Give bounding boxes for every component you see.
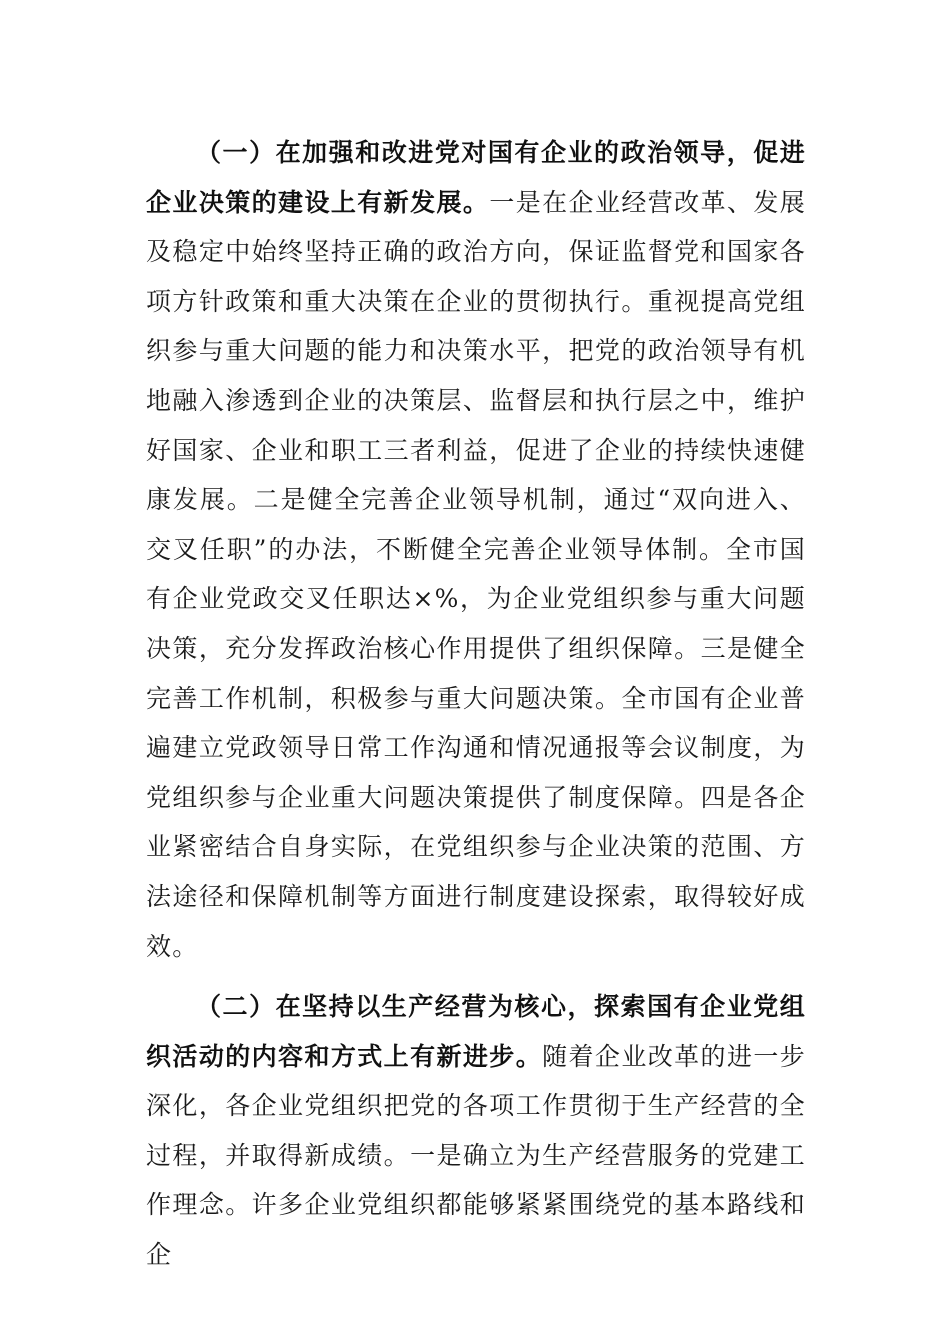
paragraph-1-text: 一是在企业经营改革、发展及稳定中始终坚持正确的政治方向，保证监督党和国家各项方针政策和重大决策在企业的贯彻执行。重视提高党组织参与重大问题的能力和决策水平，把党的政治领导有机地融入渗透到企业的决策层、监督层和执行层之中，维护好国家、企业和职工三者利益，促进了企业的持续快速健康发展。二是健全完善企业领导机制，通过“双向进入、交叉任职”的办法，不断健全完善企业领导体制。全市国有企业党政交叉任职达×%，为企业党组织参与重大问题决策，充分发挥政治核心作用提供了组织保障。三是健全完善工作机制，积极参与重大问题决策。全市国有企业普遍建立党政领导日常工作沟通和情况通报等会议制度，为党组织参与企业重大问题决策提供了制度保障。四是各企业紧密结合自身实际，在党组织参与企业决策的范围、方法途径和保障机制等方面进行制度建设探索，取得较好成效。 [146,187,806,961]
document-body [146,128,806,1280]
paragraph-1 [146,128,806,971]
paragraph-2-text: 随着企业改革的进一步深化，各企业党组织把党的各项工作贯彻于生产经营的全过程，并取得新成绩。一是确立为生产经营服务的党建工作理念。许多企业党组织都能够紧紧围绕党的基本路线和企 [146,1041,806,1270]
paragraph-2 [146,982,806,1280]
paragraph-2-heading: （二）在坚持以生产经营为核心，探索国有企业党组织活动的内容和方式上有新进步。 [146,992,806,1071]
paragraph-1-heading: （一）在加强和改进党对国有企业的政治领导，促进企业决策的建设上有新发展。 [146,138,806,217]
